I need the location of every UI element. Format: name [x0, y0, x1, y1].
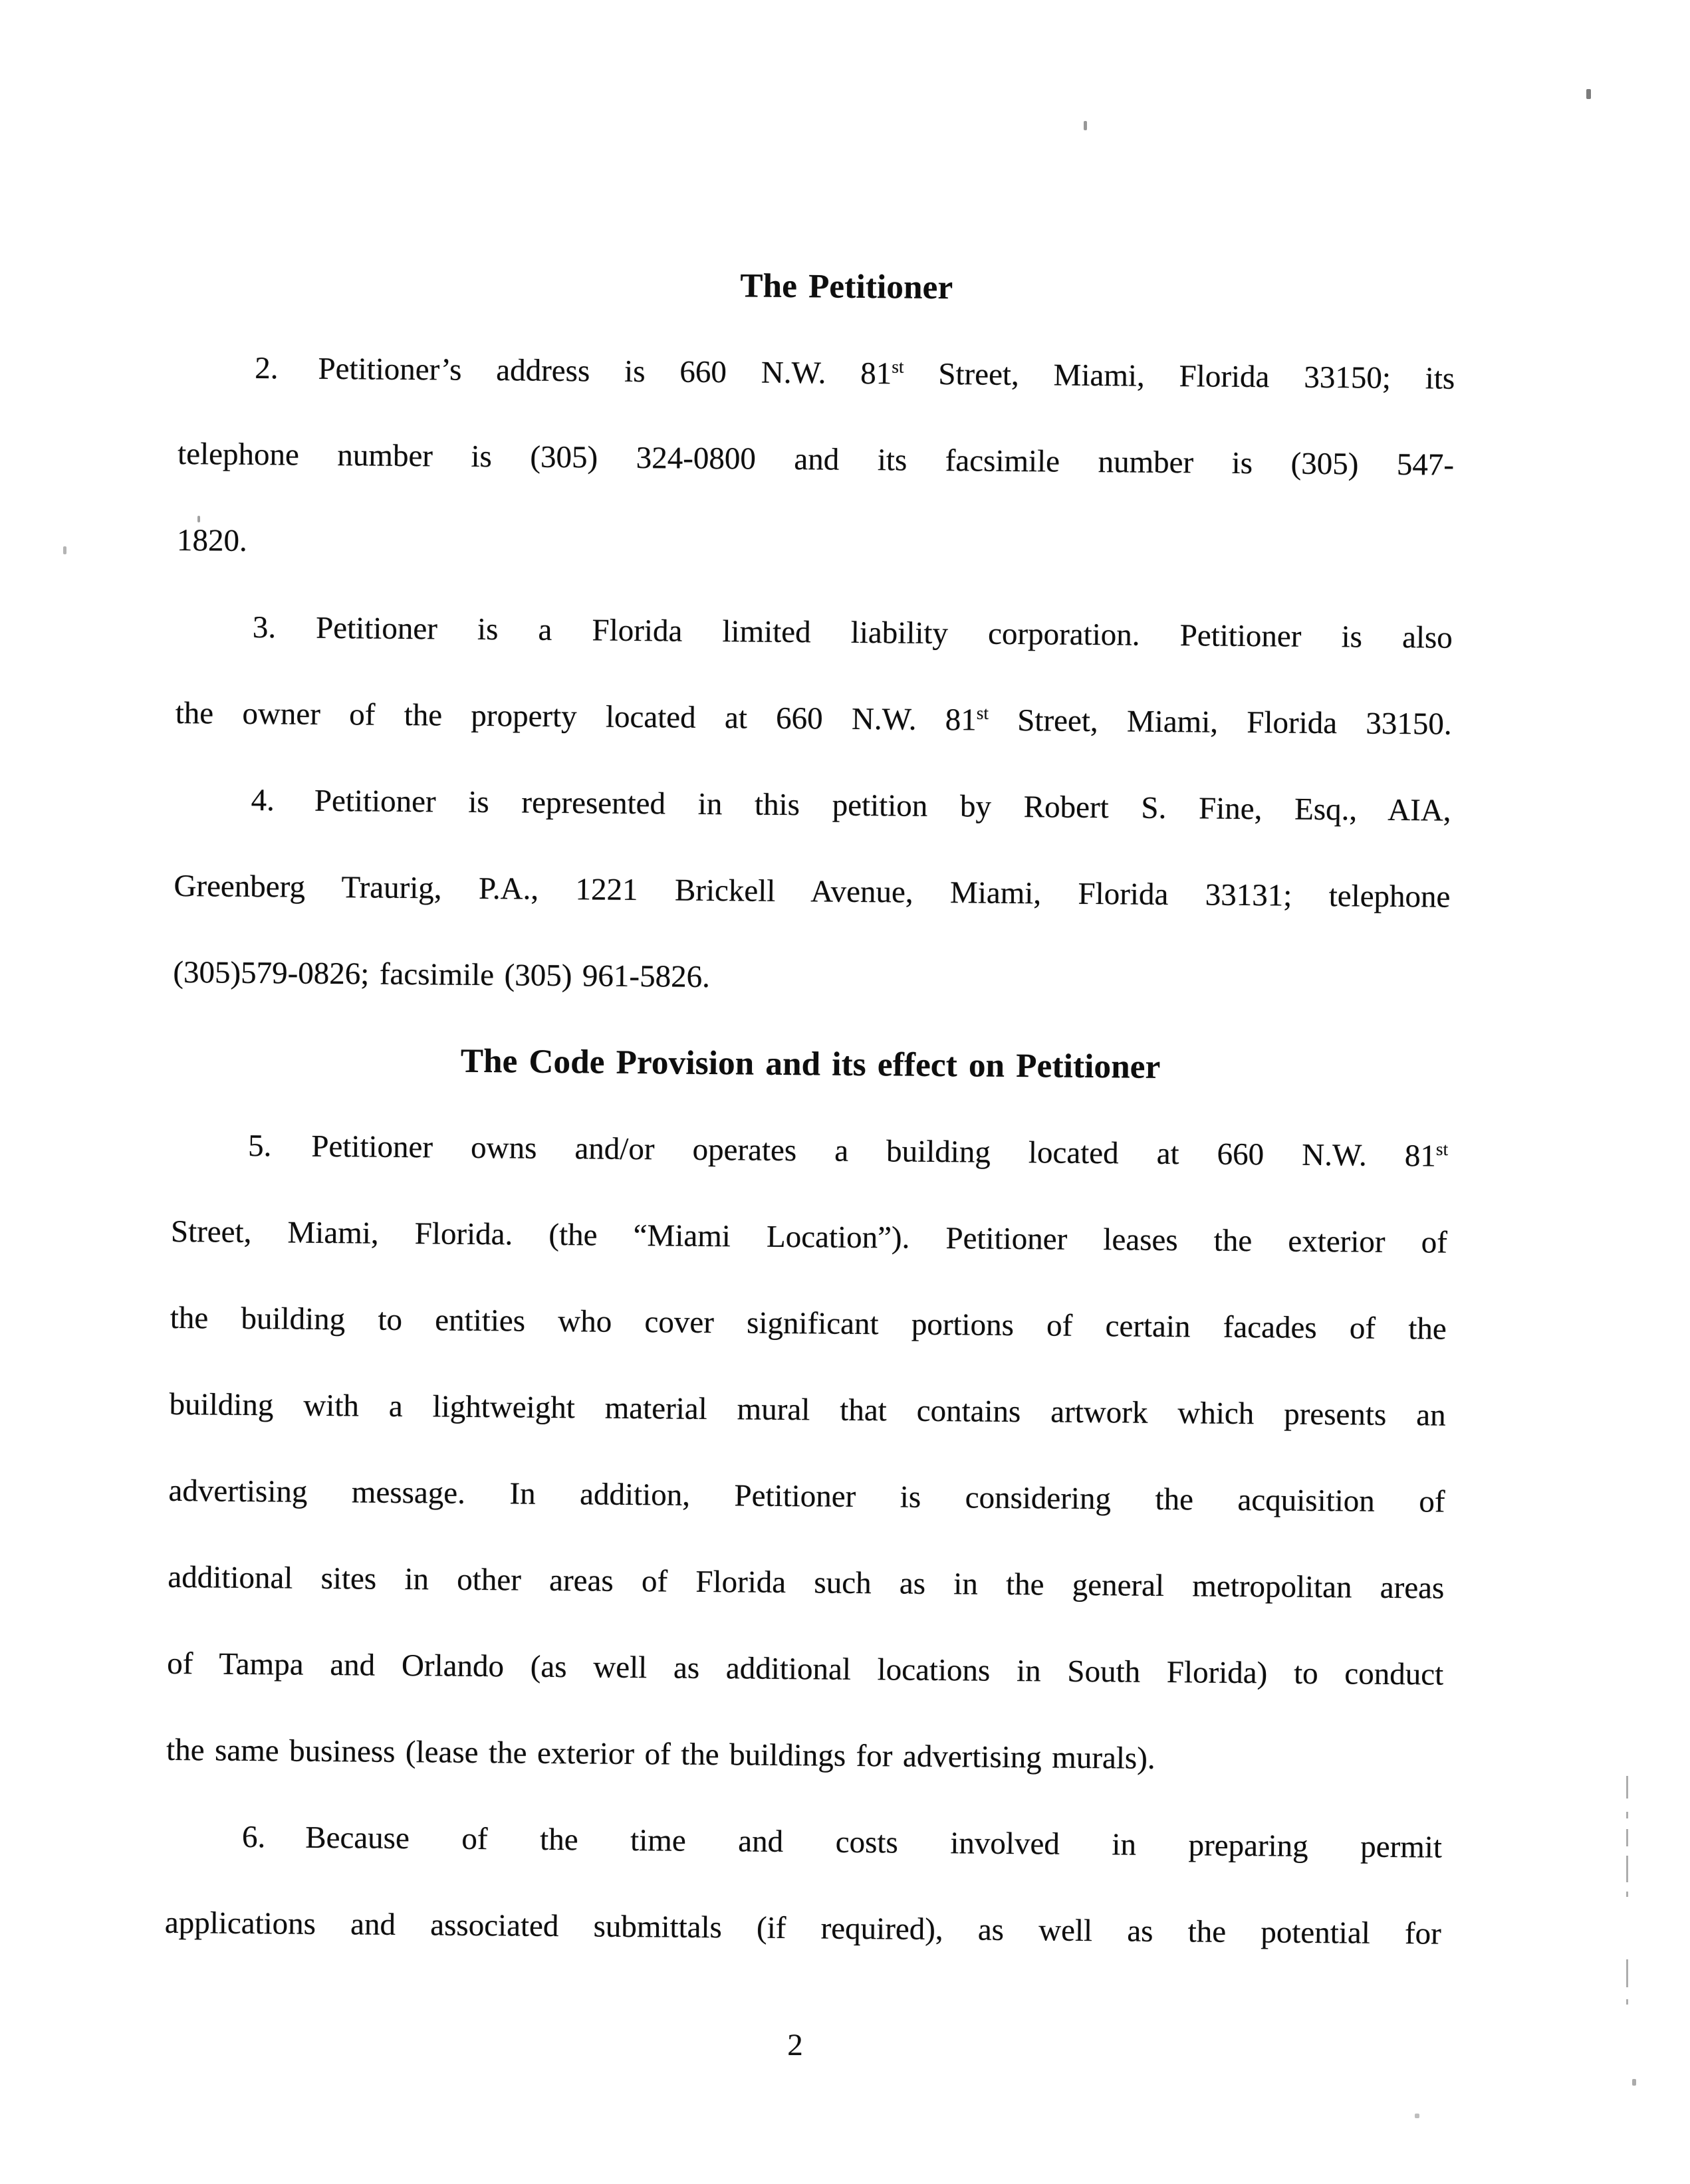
scan-artifact: [63, 546, 66, 554]
paragraph-number: 3.: [252, 609, 277, 645]
ordinal-superscript: st: [1435, 1139, 1449, 1160]
text-segment: the owner of the property located at 660 N.W. 81: [175, 695, 977, 738]
paragraph-number: 6.: [241, 1819, 266, 1855]
text-segment: of Tampa and Orlando (as well as additional locations in South Florida) to conduct: [167, 1646, 1444, 1692]
number-gap: [275, 810, 314, 811]
text-segment: Petitioner is represented in this petition by Robert S. Fine, Esq., AIA,: [314, 783, 1451, 828]
text-segment: advertising message. In addition, Petitioner is considering the acquisition of: [168, 1473, 1445, 1519]
text-segment: the same business (lease the exterior of the buildings for advertising murals).: [166, 1732, 1155, 1776]
text-line: [167, 1620, 1444, 1718]
text-segment: additional sites in other areas of Florida such as in the general metropolitan areas: [168, 1559, 1445, 1606]
scan-artifact: [1084, 121, 1087, 130]
ordinal-superscript: st: [892, 356, 904, 377]
text-segment: 1820.: [176, 522, 248, 558]
scan-artifact: [1626, 1856, 1628, 1882]
text-segment: building with a lightweight material mural that contains artwork which presents an: [169, 1386, 1446, 1433]
text-segment: Street, Miami, Florida 33150; its: [904, 356, 1455, 396]
text-segment: Street, Miami, Florida. (the “Miami Location”). Petitioner leases the exterior of: [170, 1214, 1448, 1260]
text-line: [176, 497, 1453, 595]
text-line: [178, 324, 1455, 422]
page-number: 2: [787, 2028, 803, 2062]
text-segment: the building to entities who cover significant portions of certain facades of the: [170, 1300, 1447, 1347]
text-segment: Petitioner’s address is 660 N.W. 81: [318, 351, 892, 391]
text-segment: Greenberg Traurig, P.A., 1221 Brickell Avenue, Miami, Florida 33131; telephone: [174, 868, 1451, 915]
scan-artifact: [1586, 89, 1591, 99]
number-gap: [278, 378, 318, 379]
text-line: [174, 756, 1451, 854]
text-line: [168, 1534, 1445, 1632]
scan-artifact: [1626, 1829, 1628, 1846]
paragraph-number: 5.: [247, 1128, 272, 1164]
ordinal-superscript: st: [976, 703, 989, 723]
paragraph-number: 4.: [251, 782, 275, 818]
text-line: [165, 1793, 1442, 1891]
scan-artifact: [1626, 1892, 1628, 1897]
number-gap: [276, 637, 316, 638]
text-segment: telephone number is (305) 324-0800 and its facsimile number is (305) 547-: [177, 436, 1455, 483]
text-line: [178, 411, 1455, 508]
scan-artifact: [1626, 1959, 1628, 1987]
scan-artifact: [197, 516, 200, 522]
section-heading: The Code Provision and its effect on Petitioner: [460, 1042, 1161, 1086]
text-line: [174, 843, 1451, 940]
text-line: [173, 929, 1450, 1027]
text-segment: (305)579-0826; facsimile (305) 961-5826.: [173, 954, 711, 995]
text-line: [164, 1880, 1441, 1977]
text-segment: Petitioner is a Florida limited liability corporation. Petitioner is also: [315, 610, 1453, 655]
scan-artifact: [1632, 2079, 1636, 2086]
scan-artifact: [1626, 1812, 1628, 1818]
text-line: [170, 1188, 1447, 1286]
text-segment: Street, Miami, Florida 33150.: [988, 703, 1452, 742]
text-line: [170, 1275, 1447, 1372]
text-segment: Petitioner owns and/or operates a building located at 660 N.W. 81: [311, 1129, 1437, 1174]
text-line: [168, 1448, 1445, 1545]
scan-artifact: [1415, 2114, 1419, 2118]
scan-artifact: [1626, 1776, 1628, 1799]
text-segment: Because of the time and costs involved in preparing permit: [305, 1820, 1443, 1865]
text-line: [169, 1361, 1446, 1459]
petition-text-block: [164, 238, 1456, 1977]
text-line: [166, 1707, 1443, 1804]
text-segment: applications and associated submittals (if required), as well as the potential for: [164, 1905, 1442, 1951]
section-heading: The Petitioner: [740, 267, 953, 307]
scan-artifact: [1626, 1999, 1628, 2005]
text-line: [172, 1102, 1449, 1200]
number-gap: [265, 1847, 305, 1848]
paragraph-number: 2.: [255, 350, 279, 386]
text-line: [175, 670, 1452, 768]
text-line: [176, 584, 1453, 681]
